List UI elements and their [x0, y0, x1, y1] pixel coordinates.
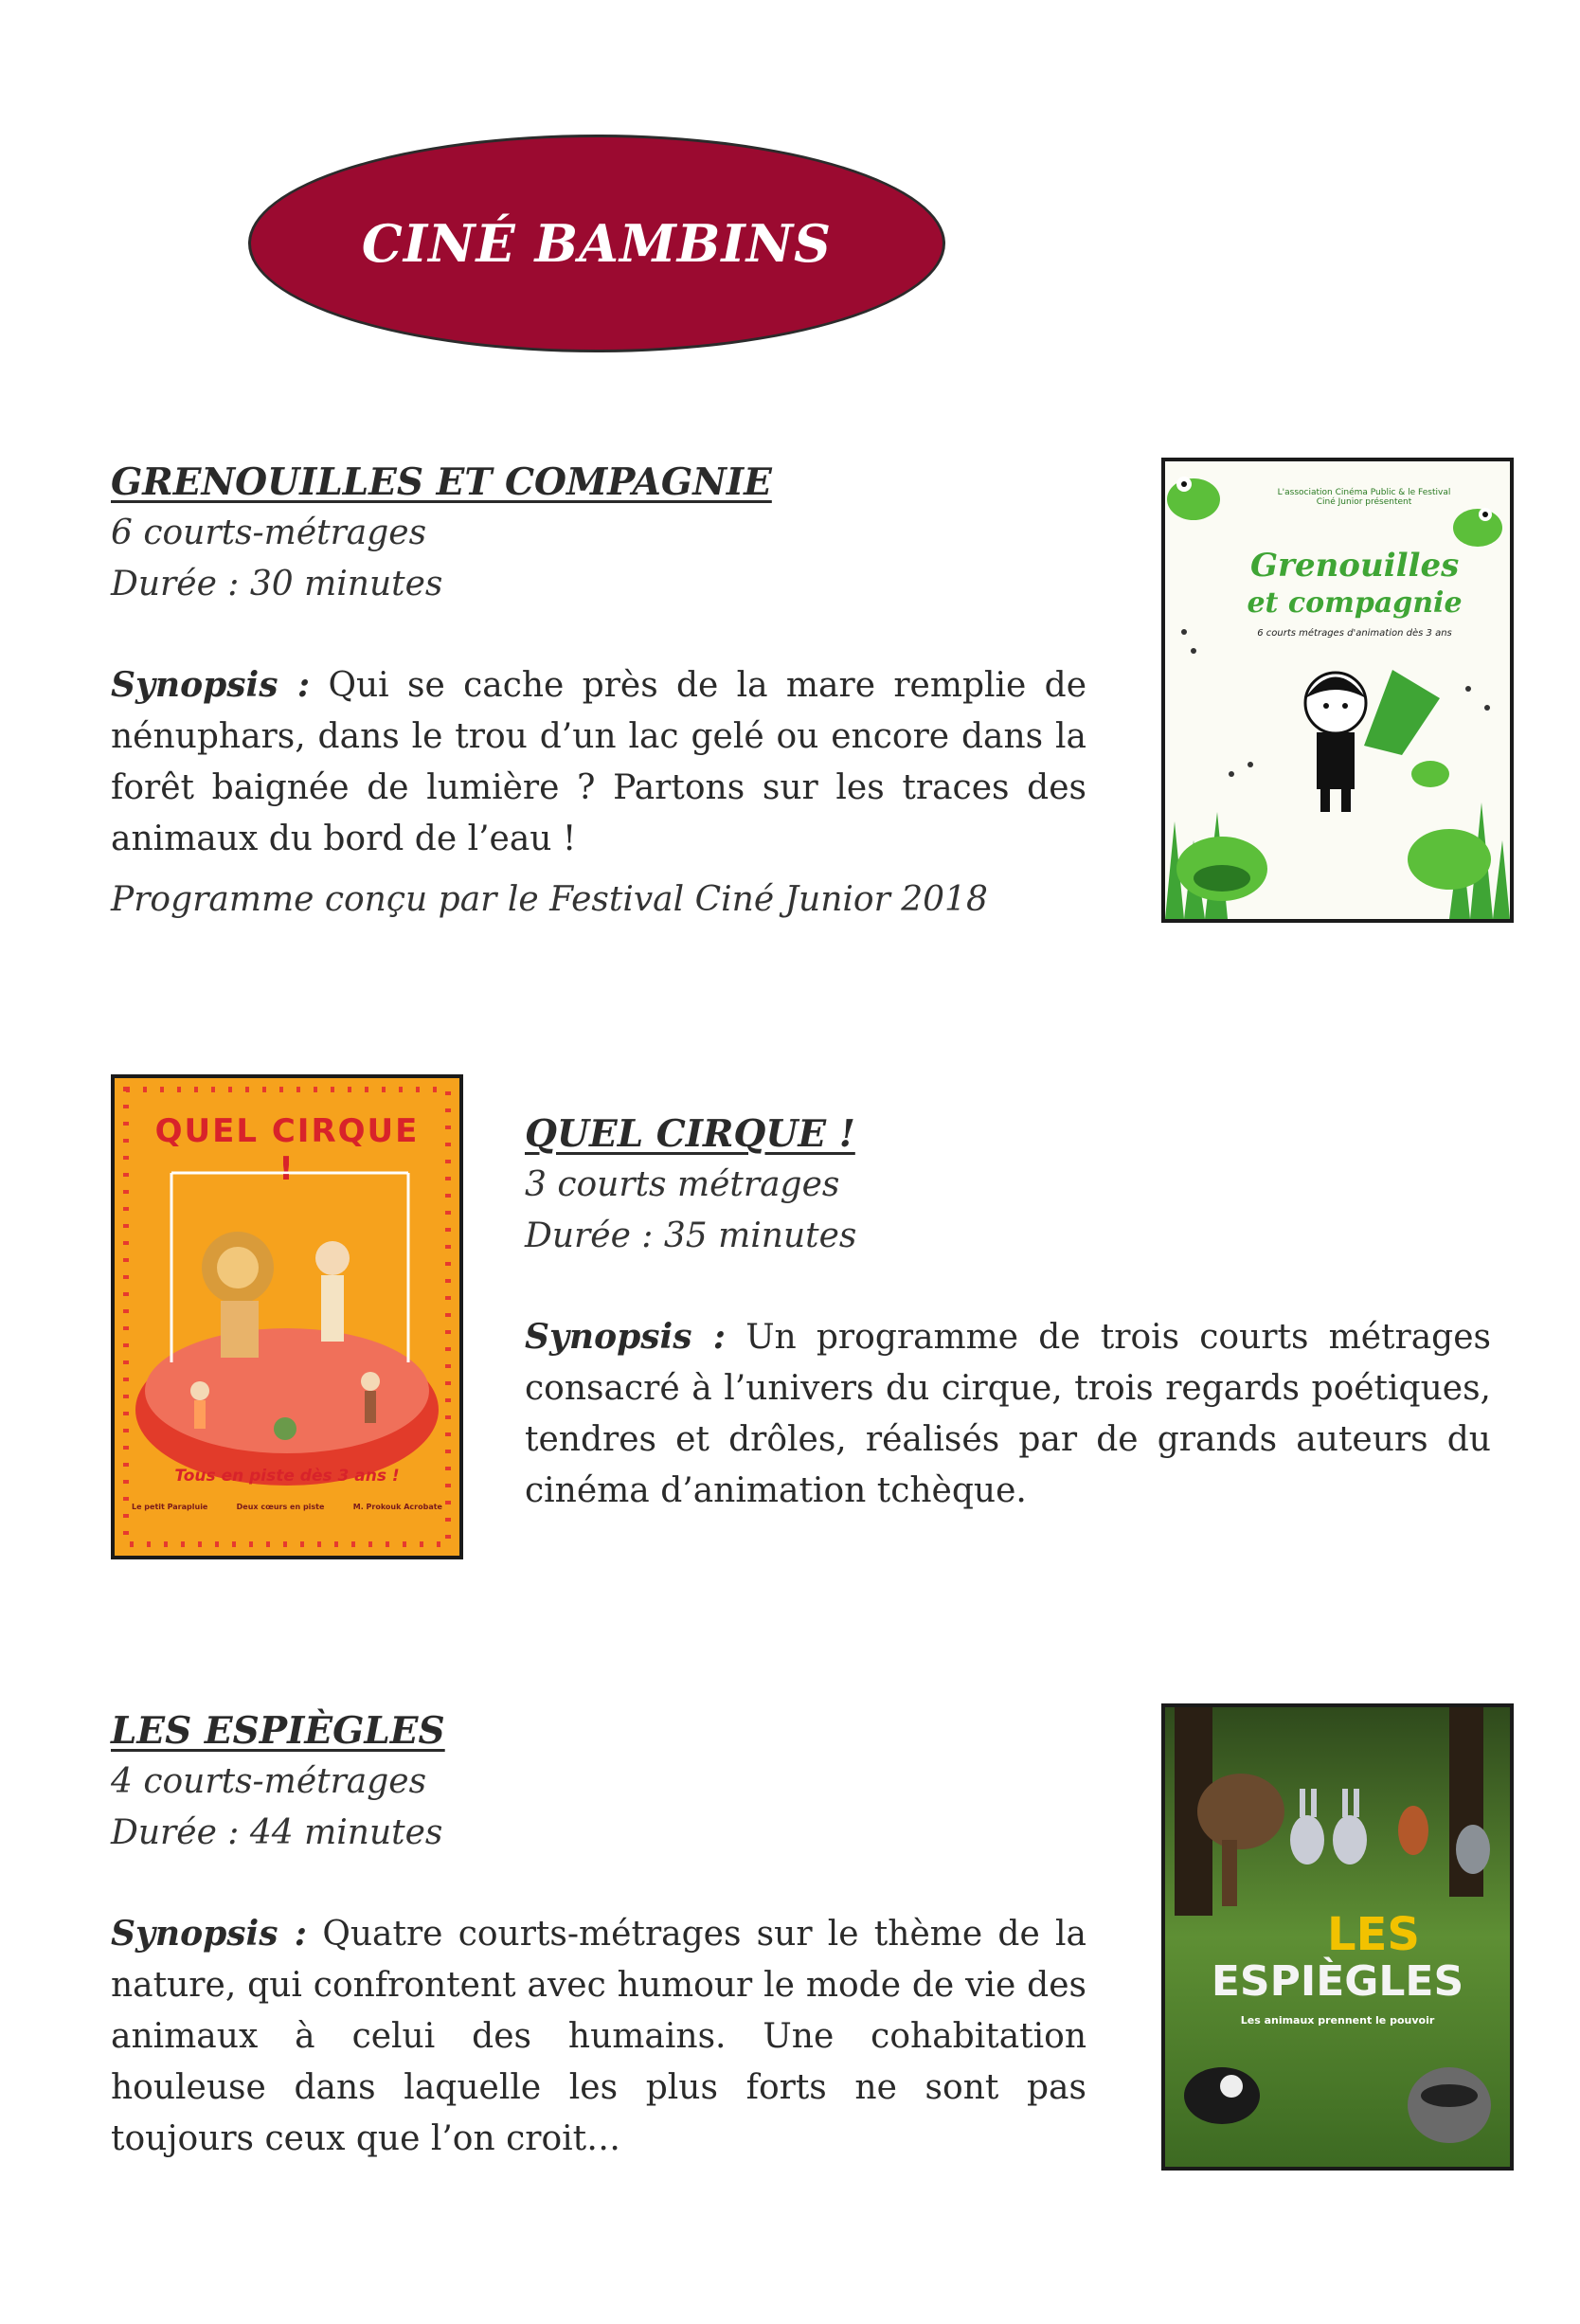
film-synopsis [111, 659, 1086, 865]
poster-tagline: 6 courts métrages d'animation dès 3 ans [1257, 628, 1452, 639]
film-title: QUEL CIRQUE ! [525, 1112, 855, 1156]
poster-title-line1: LES [1327, 1908, 1420, 1961]
film-duration: Durée : 35 minutes [525, 1216, 857, 1255]
film-synopsis [525, 1311, 1491, 1517]
synopsis-text: Qui se cache près de la mare remplie de nénuphars, dans le trou d’un lac gelé ou encore dans la forêt baignée de lumière ? Partons sur les traces des animaux du bord de l’eau ! [111, 666, 1087, 858]
poster-shorts [132, 1503, 442, 1511]
poster-title: QUEL CIRQUE ! [154, 1112, 420, 1188]
film-count: 3 courts métrages [525, 1165, 840, 1204]
synopsis-label: Synopsis : [111, 665, 311, 705]
page-title: CINÉ BAMBINS [361, 213, 833, 274]
film-duration: Durée : 44 minutes [111, 1813, 443, 1852]
poster-les-espiegles [1161, 1703, 1514, 2171]
poster-title-line1: Grenouilles [1250, 547, 1460, 585]
poster-quel-cirque [111, 1074, 463, 1559]
film-count: 6 courts-métrages [111, 513, 427, 552]
film-block-grenouilles [111, 460, 1086, 926]
synopsis-label: Synopsis : [111, 1914, 308, 1954]
poster-short-1: Le petit Parapluie [132, 1503, 208, 1511]
poster-tagline: Les animaux prennent le pouvoir [1240, 2014, 1435, 2027]
synopsis-label: Synopsis : [525, 1317, 727, 1357]
frog-artwork [1165, 461, 1510, 919]
film-title: LES ESPIÈGLES [111, 1709, 445, 1753]
film-credit: Programme conçu par le Festival Ciné Junior 2018 [111, 880, 988, 919]
poster-grenouilles [1161, 458, 1514, 923]
poster-short-2: Deux cœurs en piste [236, 1503, 325, 1511]
poster-title-line2: ESPIÈGLES [1211, 1957, 1464, 2006]
poster-short-3: M. Prokouk Acrobate [352, 1503, 442, 1511]
film-duration: Durée : 30 minutes [111, 565, 443, 604]
synopsis-text: Un programme de trois courts métrages consacré à l’univers du cirque, trois regards poétiques, tendres et drôles, réalisés par de grands auteurs du cinéma d’animation tchèque. [525, 1318, 1492, 1510]
film-block-quel-cirque [525, 1112, 1491, 1517]
synopsis-text: Quatre courts-métrages sur le thème de la nature, qui confrontent avec humour le mode de vie des animaux à celui des humains. Une cohabitation houleuse dans laquelle les plus forts ne sont pas toujours ceux que l’on croit… [111, 1915, 1086, 2158]
film-count: 4 courts-métrages [111, 1762, 427, 1801]
film-block-espiegles [111, 1709, 1086, 2165]
poster-tagline: Tous en piste dès 3 ans ! [174, 1467, 400, 1486]
poster-title-line2: et compagnie [1247, 586, 1463, 620]
poster-presenter: L'association Cinéma Public & le Festival Ciné Junior présentent [1277, 488, 1451, 507]
film-synopsis [111, 1908, 1086, 2165]
film-title: GRENOUILLES ET COMPAGNIE [111, 460, 772, 504]
header-ellipse [248, 135, 945, 352]
